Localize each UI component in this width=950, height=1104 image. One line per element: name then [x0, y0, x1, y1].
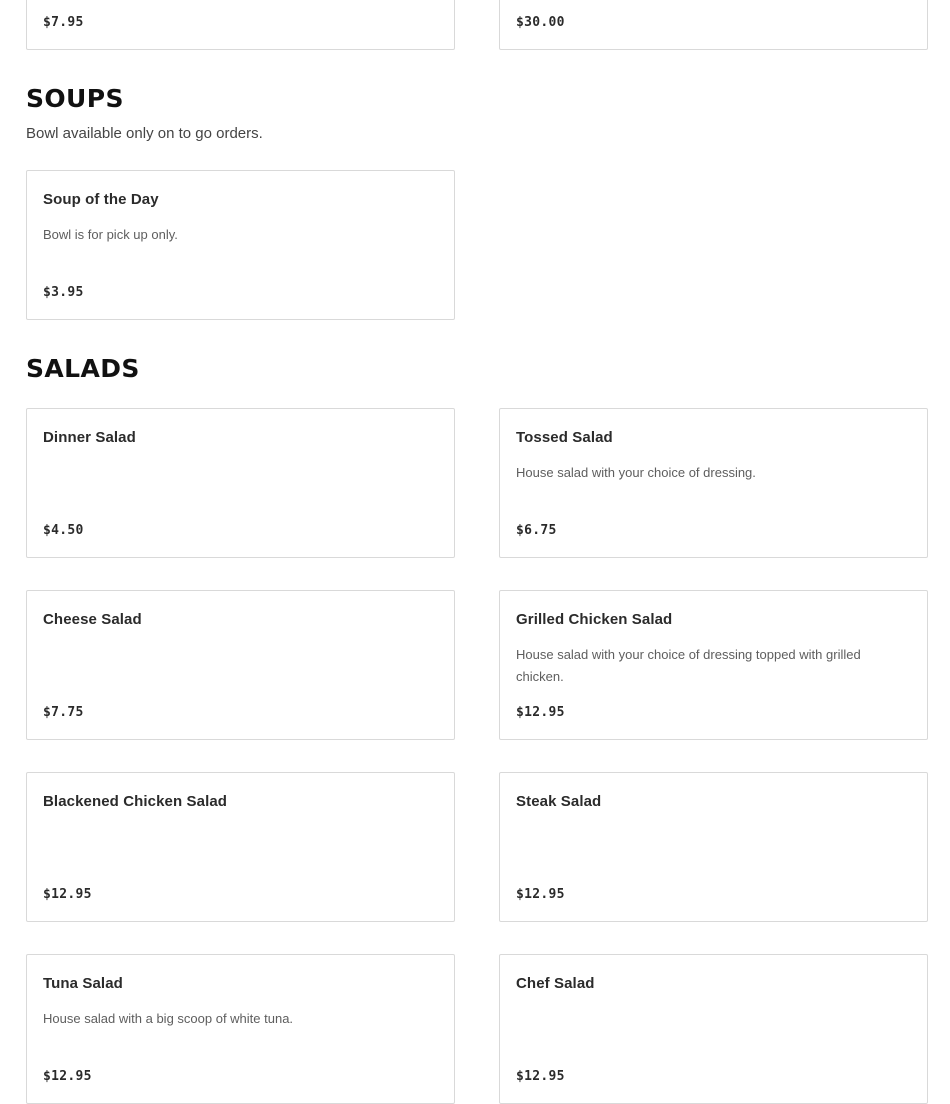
item-name: Grilled Chicken Salad: [516, 611, 673, 628]
item-price: $12.95: [516, 1069, 565, 1084]
menu-item-card[interactable]: [26, 0, 455, 50]
item-description: House salad with your choice of dressing topped with grilled chicken.: [516, 647, 861, 684]
item-name: Dinner Salad: [43, 429, 136, 446]
menu-item-card[interactable]: [26, 590, 455, 740]
item-description: House salad with a big scoop of white tuna.: [43, 1011, 294, 1026]
section-title-soups: SOUPS: [26, 84, 124, 113]
item-name: Steak Salad: [516, 793, 602, 810]
menu-item-card[interactable]: [26, 170, 455, 320]
item-name: Tossed Salad: [516, 429, 613, 446]
item-price: $12.95: [516, 705, 565, 720]
menu-item-card[interactable]: [499, 0, 928, 50]
item-description: House salad with your choice of dressing.: [516, 465, 756, 480]
item-name: Blackened Chicken Salad: [43, 793, 228, 810]
item-price: $30.00: [516, 15, 565, 30]
menu-item-card[interactable]: [26, 772, 455, 922]
item-price: $4.50: [43, 523, 84, 538]
menu-item-card[interactable]: [26, 408, 455, 558]
item-price: $7.75: [43, 705, 84, 720]
item-price: $3.95: [43, 285, 84, 300]
menu-item-card[interactable]: [499, 772, 928, 922]
menu-item-card[interactable]: [499, 408, 928, 558]
item-price: $12.95: [516, 887, 565, 902]
item-name: Tuna Salad: [43, 975, 123, 992]
menu-item-card[interactable]: [499, 590, 928, 740]
item-description: Bowl is for pick up only.: [43, 227, 178, 242]
menu-item-card[interactable]: [499, 954, 928, 1104]
section-subtitle-soups: Bowl available only on to go orders.: [26, 125, 263, 142]
section-title-salads: SALADS: [26, 354, 140, 383]
item-price: $7.95: [43, 15, 84, 30]
item-price: $6.75: [516, 523, 557, 538]
item-price: $12.95: [43, 1069, 92, 1084]
item-name: Soup of the Day: [43, 191, 159, 208]
item-price: $12.95: [43, 887, 92, 902]
item-name: Chef Salad: [516, 975, 595, 992]
item-name: Cheese Salad: [43, 611, 142, 628]
menu-item-card[interactable]: [26, 954, 455, 1104]
